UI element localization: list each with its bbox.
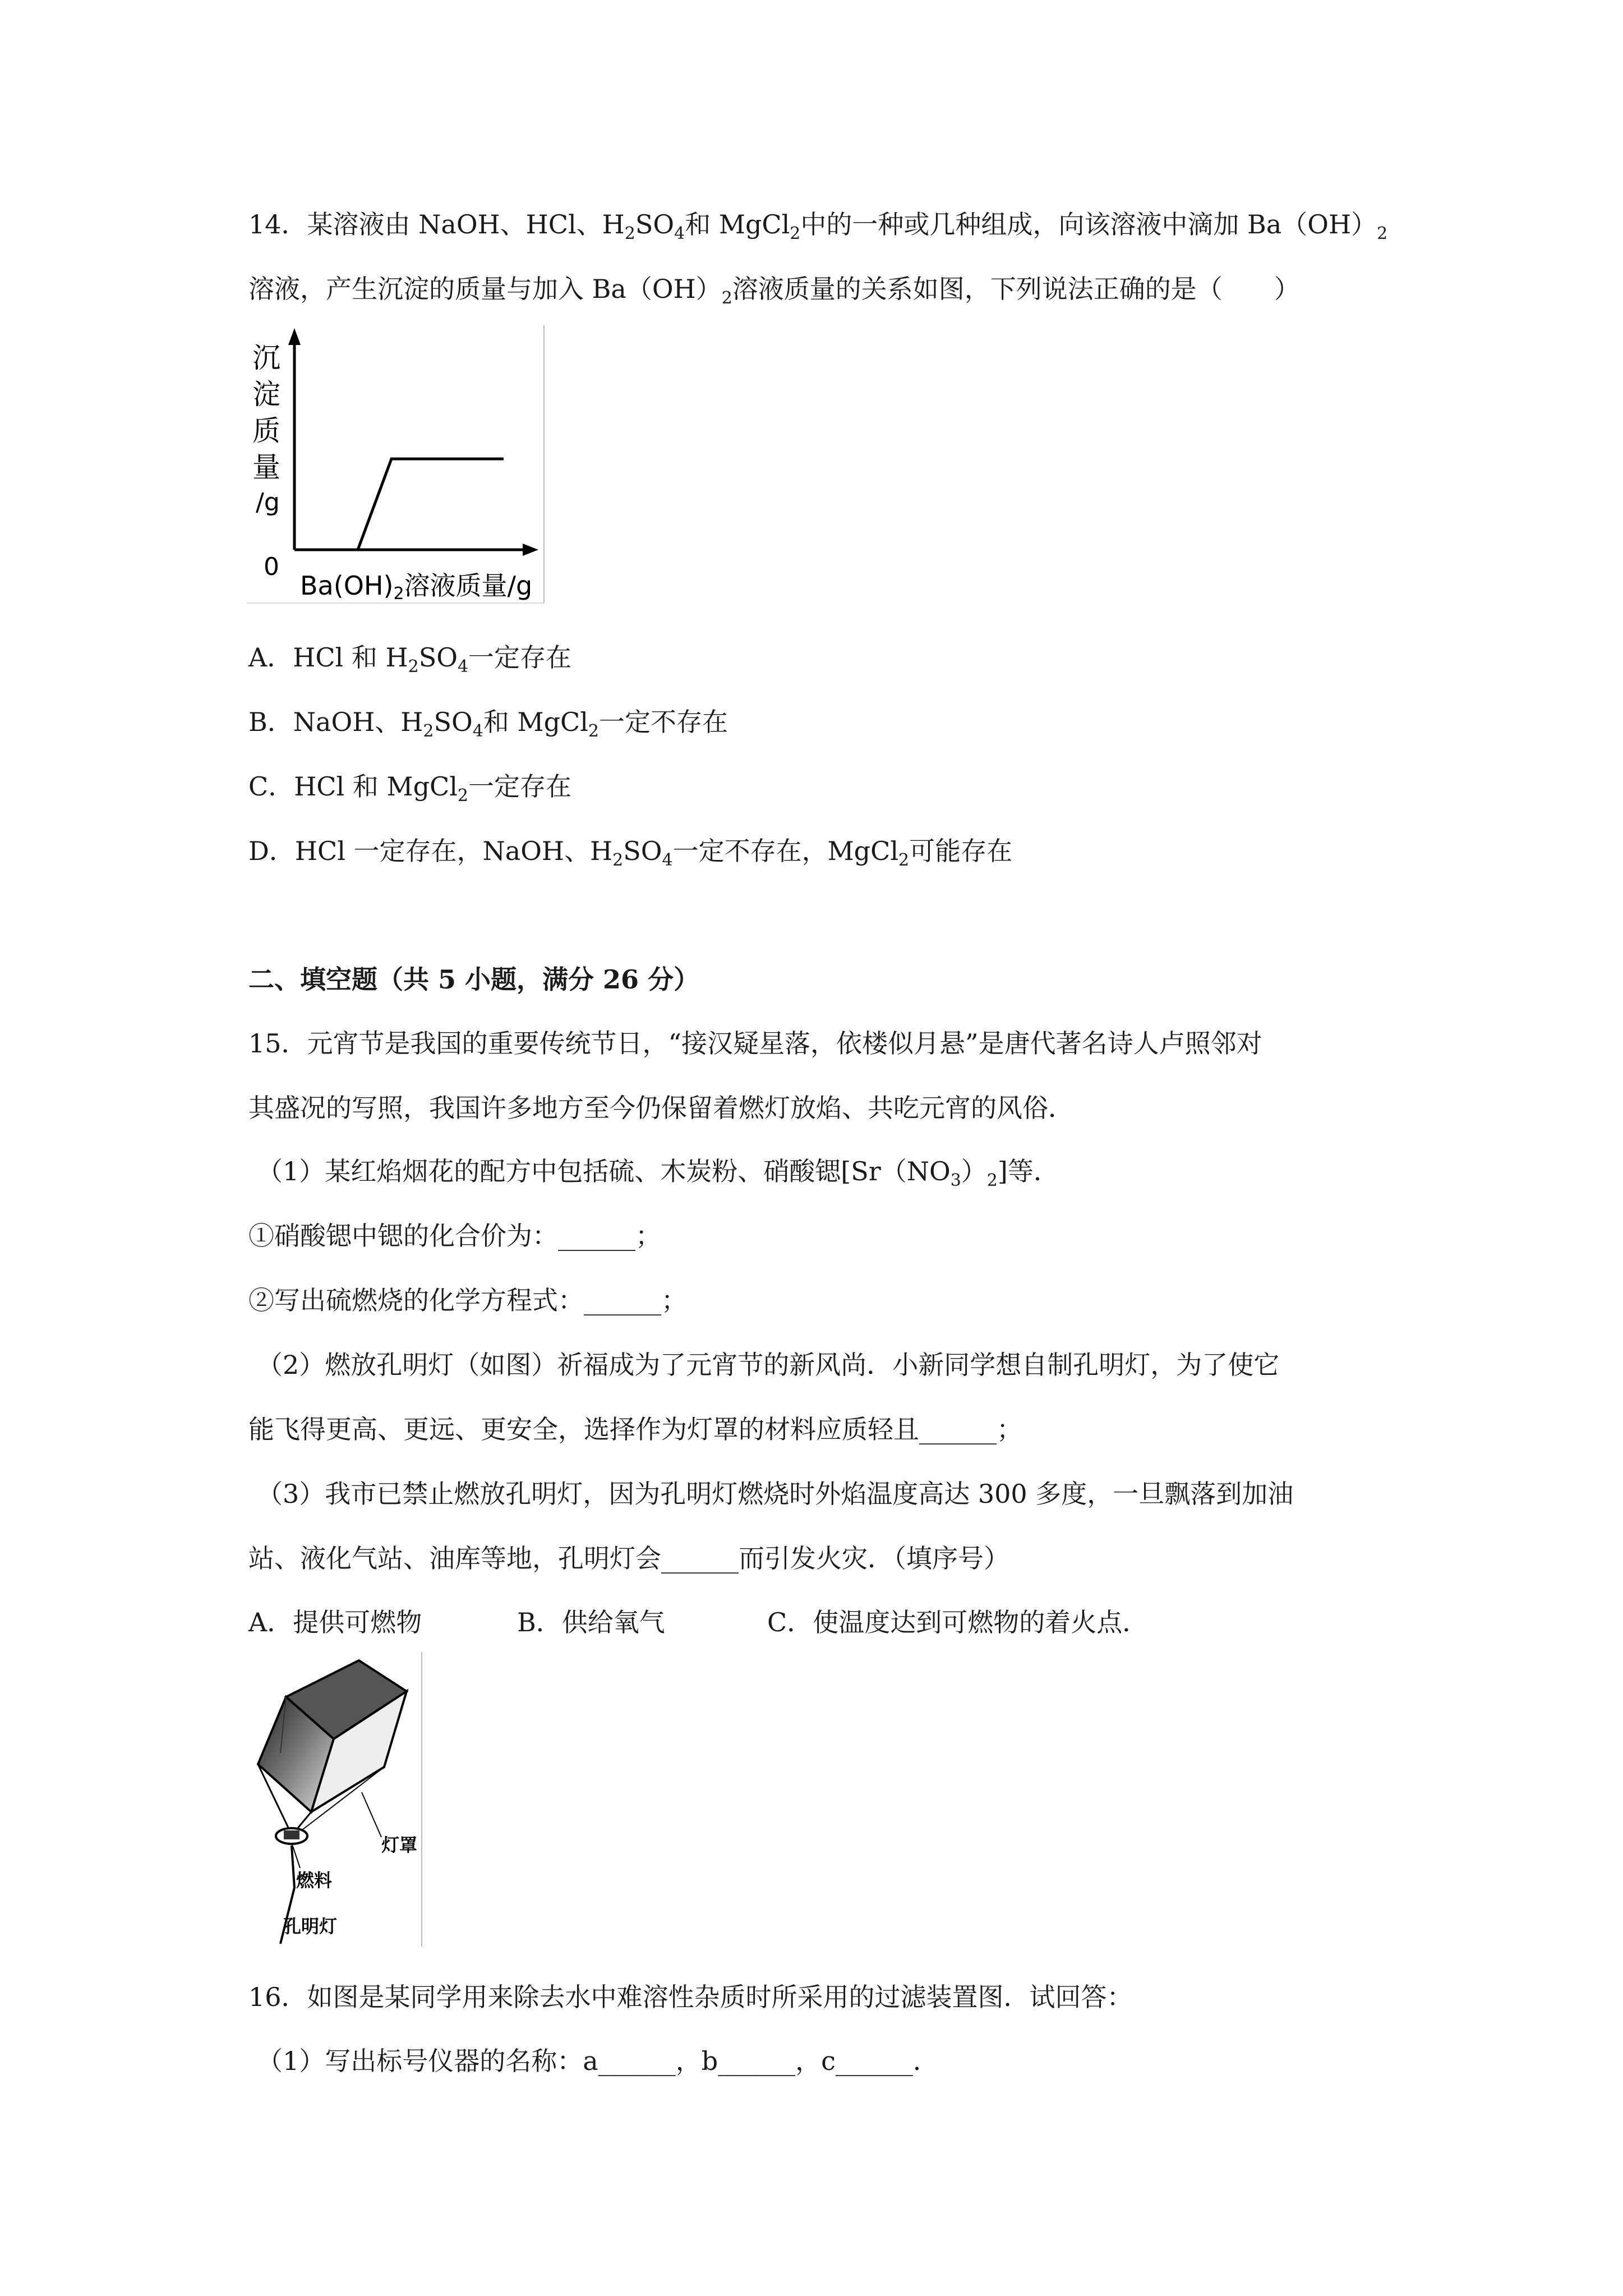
- q15-part3-line1: （3）我市已禁止燃放孔明灯，因为孔明灯燃烧时外焰温度高达 300 多度，一旦飘落到加油: [257, 1479, 1294, 1509]
- origin-label: 0: [264, 553, 279, 581]
- q16-line1: 16．如图是某同学用来除去水中难溶性杂质时所采用的过滤装置图．试回答：: [248, 1982, 1133, 2012]
- section-heading: 二、填空题（共 5 小题，满分 26 分）: [248, 964, 700, 995]
- y-label-char-3: 质: [252, 415, 280, 447]
- precipitate-chart: [247, 325, 550, 606]
- q15-part1-q1: ①硝酸锶中锶的化合价为：______；: [248, 1221, 661, 1251]
- y-label-char-2: 淀: [252, 378, 280, 411]
- q15-line2: 其盛况的写照，我国许多地方至今仍保留着燃灯放焰、共吃元宵的风俗．: [248, 1093, 1074, 1123]
- x-axis-label: Ba(OH)2溶液质量/g: [300, 570, 533, 604]
- q14-stem-line1: 14．某溶液由 NaOH、HCl、$H_2SO_4$和 MgCl$_2$中的一种或几种组成，向该溶液中滴加 $Ba(OH)_2$: [248, 209, 1388, 243]
- q14-stem-line2: 溶液，产生沉淀的质量与加入 $Ba(OH)_2$溶液质量的关系如图，下列说法正确的是（ ）: [248, 274, 1300, 308]
- q15-part3-line2: 站、液化气站、油库等地，孔明灯会______而引发火灾．（填序号）: [248, 1543, 1009, 1573]
- q15-option-c: C．使温度达到可燃物的着火点．: [767, 1607, 1149, 1637]
- kongming-lantern-figure: [247, 1652, 426, 1949]
- q15-part2-line1: （2）燃放孔明灯（如图）祈福成为了元宵节的新风尚．小新同学想自制孔明灯，为了使它: [257, 1350, 1280, 1380]
- q15-line1: 15．元宵节是我国的重要传统节日，“接汉疑星落，依楼似月悬”是唐代著名诗人卢照邻对: [248, 1028, 1262, 1059]
- y-label-char-1: 沉: [252, 342, 280, 374]
- q16-line2: （1）写出标号仪器的名称：a______，b______，c______．: [257, 2046, 939, 2076]
- y-label-unit: /g: [256, 488, 280, 517]
- q15-option-b: B．供给氧气: [517, 1607, 665, 1637]
- label-lamp-shade: 灯罩: [381, 1834, 418, 1856]
- q15-part1-q2: ②写出硫燃烧的化学方程式：______；: [248, 1285, 687, 1315]
- label-kongming-lantern: 孔明灯: [283, 1916, 338, 1937]
- q14-option-d: D．HCl 一定存在，NaOH、$H_2SO_4$一定不存在，MgCl$_2$可能存在: [248, 836, 1013, 870]
- q15-part1: （1）某红焰烟花的配方中包括硫、木炭粉、硝酸锶$[Sr(NO_3)_2]$等．: [257, 1156, 1059, 1190]
- label-fuel: 燃料: [296, 1870, 333, 1891]
- lantern-fuel: [276, 1828, 307, 1844]
- q14-option-b: B．NaOH、$H_2SO_4$和 MgCl$_2$一定不存在: [248, 707, 728, 741]
- y-label-char-4: 量: [252, 451, 280, 484]
- q14-option-a: A．HCl 和 $H_2SO_4$一定存在: [248, 642, 572, 677]
- q15-part2-line2: 能飞得更高、更远、更安全，选择作为灯罩的材料应质轻且______；: [248, 1414, 1022, 1444]
- q15-option-a: A．提供可燃物: [248, 1607, 422, 1637]
- q14-option-c: C．HCl 和 MgCl$_2$一定存在: [248, 771, 572, 806]
